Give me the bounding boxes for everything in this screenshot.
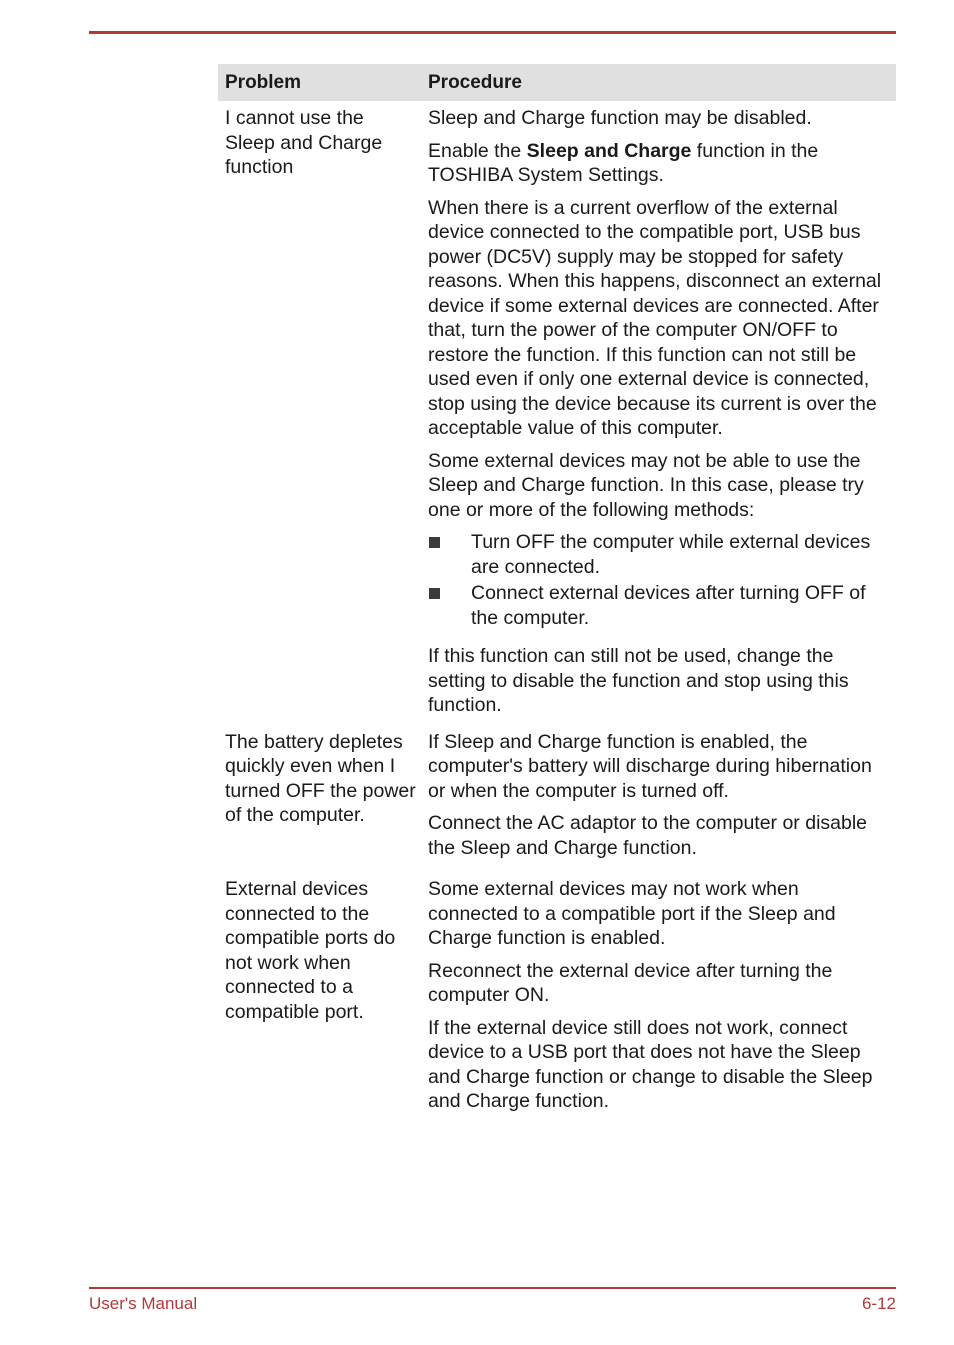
procedure-paragraph: Sleep and Charge function may be disabled. (428, 107, 812, 129)
procedure-paragraph: Connect the AC adaptor to the computer or disable the Sleep and Charge function. (428, 812, 868, 859)
procedure-paragraph: Some external devices may not work when connected to a compatible port if the Sleep and Charge function is enabled. (428, 878, 836, 949)
table-row (218, 101, 896, 726)
troubleshooting-table (218, 64, 896, 1122)
procedure-cell (422, 730, 896, 869)
header-procedure: Procedure (428, 71, 522, 93)
problem-cell: I cannot use the Sleep and Charge function (225, 107, 383, 178)
procedure-cell (422, 877, 896, 1122)
text-run: function in the TOSHIBA System Settings. (428, 139, 819, 186)
page-number: 6-12 (861, 1294, 896, 1313)
procedure-cell (422, 106, 896, 726)
square-bullet-icon (429, 588, 440, 599)
procedure-paragraph: When there is a current overflow of the external device connected to the compatible port, USB bus power (DC5V) supply may be stopped for safety reasons. When this happens, disconnect an external device if some external devices are connected. After that, turn the power of the computer ON/OFF to restore the function. If this function can not still be used even if only one external device is connected, stop using the device because its current is over the acceptable value of this computer. (428, 196, 882, 439)
procedure-paragraph: If this function can still not be used, change the setting to disable the function and stop using this function. (428, 645, 849, 716)
footer-manual-title: User's Manual (89, 1294, 198, 1313)
table-row (218, 868, 896, 1122)
header-problem: Problem (225, 71, 302, 93)
bullet-list (428, 530, 892, 630)
bullet-item (428, 530, 892, 579)
procedure-paragraph: If Sleep and Charge function is enabled, the computer's battery will discharge during hibernation or when the computer is turned off. (428, 730, 872, 802)
text-run: Enable the (428, 139, 527, 162)
bullet-text: Connect external devices after turning OFF of the computer. (471, 582, 866, 629)
bullet-text: Turn OFF the computer while external devices are connected. (471, 531, 871, 578)
bullet-item (428, 581, 892, 630)
top-rule (89, 31, 896, 34)
procedure-paragraph (428, 139, 892, 188)
bold-setting-name: Sleep and Charge (526, 139, 692, 162)
procedure-paragraph: If the external device still does not work, connect device to a USB port that does not have the Sleep and Charge function or change to disable the Sleep and Charge function. (428, 1016, 873, 1112)
problem-cell: The battery depletes quickly even when I turned OFF the power of the computer. (225, 730, 416, 826)
procedure-paragraph: Reconnect the external device after turning the computer ON. (428, 959, 833, 1006)
table-header (218, 64, 896, 101)
procedure-paragraph: Some external devices may not be able to use the Sleep and Charge function. In this case, please try one or more of the following methods: (428, 449, 864, 521)
table-row (218, 726, 896, 869)
bottom-rule (89, 1287, 896, 1289)
problem-cell: External devices connected to the compatible ports do not work when connected to a compatible port. (225, 878, 396, 1023)
square-bullet-icon (429, 537, 440, 548)
